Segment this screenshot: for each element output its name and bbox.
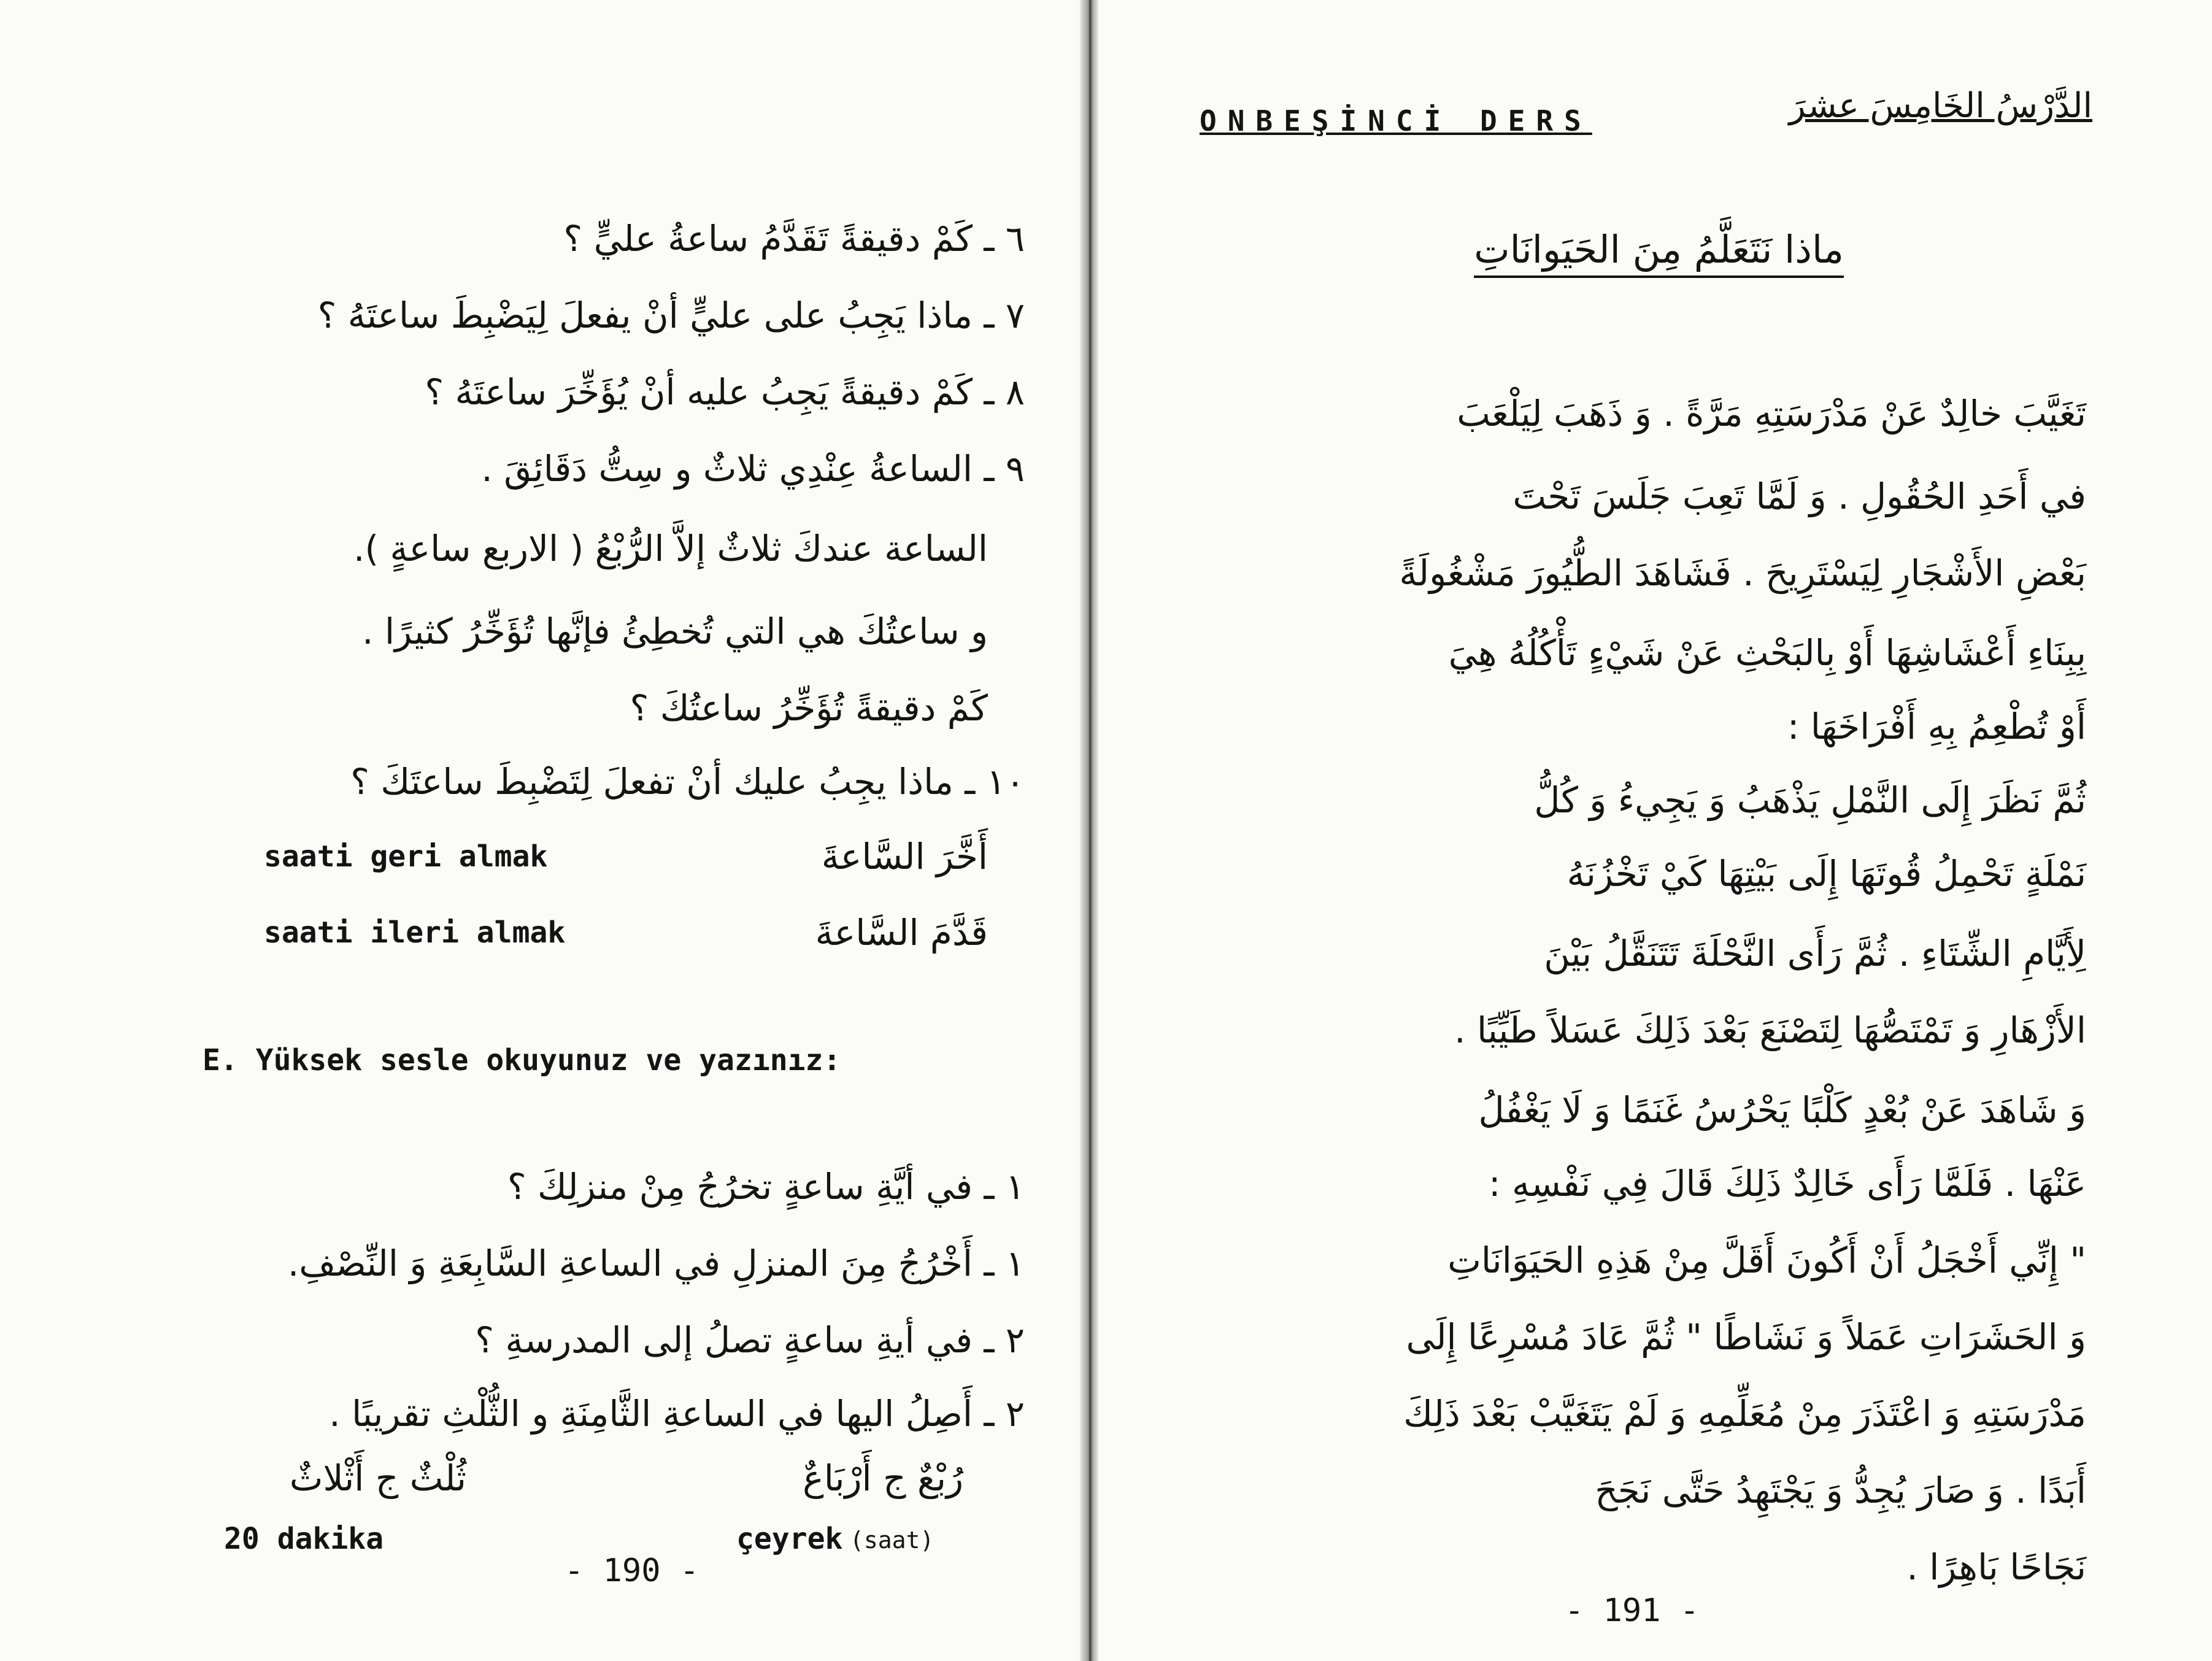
exercise-line: ٢ ـ في أيةِ ساعةٍ تصلُ إلى المدرسةِ ؟ bbox=[475, 1319, 1025, 1361]
book-gutter bbox=[1080, 0, 1098, 1661]
text-line: أَوْ تُطْعِمُ بِهِ أَفْرَاخَهَا : bbox=[1787, 706, 2086, 747]
text-line: بَعْضِ الأَشْجَارِ لِيَسْتَرِيحَ . فَشَاهَدَ الطُّيُورَ مَشْغُولَةً bbox=[1399, 552, 2086, 594]
text-line: مَدْرَسَتِهِ وَ اعْتَذَرَ مِنْ مُعَلِّمِهِ وَ لَمْ يَتَغَيَّبْ بَعْدَ ذَلِكَ bbox=[1403, 1393, 2086, 1435]
text-line: " إِنِّي أَخْجَلُ أَنْ أَكُونَ أَقَلَّ مِنْ هَذِهِ الحَيَوَانَاتِ bbox=[1447, 1239, 2086, 1281]
question-line: ٧ ـ ماذا يَجِبُ على عليٍّ أنْ يفعلَ لِيَضْبِطَ ساعتَهُ ؟ bbox=[317, 295, 1025, 336]
left-page bbox=[0, 0, 1080, 1661]
plural-gloss-note: (saat) bbox=[850, 1527, 935, 1554]
question-line: ٦ ـ كَمْ دقيقةً تَقَدَّمُ ساعةُ عليٍّ ؟ bbox=[563, 218, 1025, 260]
text-line: ثُمَّ نَظَرَ إِلَى النَّمْلِ يَذْهَبُ وَ يَجِيءُ وَ كُلُّ bbox=[1534, 779, 2086, 821]
text-line: في أَحَدِ الحُقُولِ . وَ لَمَّا تَعِبَ جَلَسَ تَحْتَ bbox=[1513, 476, 2086, 517]
right-page bbox=[1098, 0, 2212, 1661]
lesson-header-latin: ONBEŞİNCİ DERS bbox=[1200, 104, 1592, 137]
page-number: - 190 - bbox=[565, 1552, 699, 1589]
exercise-line: ١ ـ أَخْرُجُ مِنَ المنزلِ في الساعةِ السَّابِعَةِ وَ النِّصْفِ. bbox=[287, 1243, 1025, 1284]
text-line: نَمْلَةٍ تَحْمِلُ قُوتَهَا إِلَى بَيْتِهَا كَيْ تَخْزُنَهُ bbox=[1567, 853, 2086, 895]
vocab-arabic: قَدَّمَ السَّاعةَ bbox=[815, 912, 988, 954]
question-line: ٨ ـ كَمْ دقيقةً يَجِبُ عليه أنْ يُؤَخِّرَ ساعتَهُ ؟ bbox=[425, 371, 1025, 413]
text-line: وَ شَاهَدَ عَنْ بُعْدٍ كَلْبًا يَحْرُسُ غَنَمًا وَ لَا يَغْفُلُ bbox=[1478, 1089, 2086, 1131]
text-line: تَغَيَّبَ خالِدٌ عَنْ مَدْرَسَتِهِ مَرَّةً . وَ ذَهَبَ لِيَلْعَبَ bbox=[1457, 393, 2086, 434]
answer-line: كَمْ دقيقةً تُؤَخِّرُ ساعتُكَ ؟ bbox=[630, 687, 988, 729]
text-line: الأَزْهَارِ وَ تَمْتَصُّهَا لِتَصْنَعَ بَعْدَ ذَلِكَ عَسَلاً طَيِّبًا . bbox=[1454, 1009, 2086, 1051]
plural-gloss-right: çeyrek bbox=[736, 1522, 843, 1556]
text-line: وَ الحَشَرَاتِ عَمَلاً وَ نَشَاطًا " ثُمَّ عَادَ مُسْرِعًا إِلَى bbox=[1406, 1316, 2086, 1358]
plural-gloss-left: 20 dakika bbox=[224, 1522, 384, 1556]
page-number: - 191 - bbox=[1565, 1592, 1700, 1629]
answer-line: و ساعتُكَ هي التي تُخطِئُ فإنَّها تُؤَخِّرُ كثيرًا . bbox=[362, 611, 988, 652]
text-line: أَبَدًا . وَ صَارَ يُجِدُّ وَ يَجْتَهِدُ حَتَّى نَجَحَ bbox=[1595, 1470, 2086, 1511]
lesson-title: ماذا نَتَعَلَّمُ مِنَ الحَيَوانَاتِ bbox=[1474, 227, 1844, 278]
question-line: ٩ ـ الساعةُ عِنْدِي ثلاثٌ و سِتُّ دَقَائِقَ . bbox=[481, 448, 1025, 490]
section-heading: E. Yüksek sesle okuyunuz ve yazınız: bbox=[202, 1043, 841, 1077]
exercise-line: ١ ـ في أيَّةِ ساعةٍ تخرُجُ مِنْ منزلِكَ ؟ bbox=[507, 1166, 1025, 1208]
lesson-header-arabic: الدَّرْسُ الخَامِسَ عشرَ bbox=[1789, 86, 2092, 126]
text-line: بِبِنَاءِ أَعْشَاشِهَا أَوْ بِالبَحْثِ عَنْ شَيْءٍ تَأْكُلُهُ هِيَ bbox=[1448, 632, 2086, 674]
answer-line: الساعة عندكَ ثلاثٌ إلاَّ الرُّبْعُ ( الاربع ساعةٍ ). bbox=[353, 528, 988, 569]
vocab-turkish: saati geri almak bbox=[264, 839, 548, 874]
plural-note-right: رُبْعٌ ج أَرْبَاعٌ bbox=[803, 1457, 963, 1499]
text-line: نَجَاحًا بَاهِرًا . bbox=[1906, 1546, 2086, 1588]
vocab-arabic: أَخَّرَ السَّاعةَ bbox=[821, 836, 988, 877]
text-line: عَنْهَا . فَلَمَّا رَأَى خَالِدٌ ذَلِكَ قَالَ فِي نَفْسِهِ : bbox=[1488, 1163, 2086, 1204]
exercise-line: ٢ ـ أَصِلُ اليها في الساعةِ الثَّامِنَةِ و الثُّلْثِ تقريبًا . bbox=[329, 1393, 1025, 1435]
question-line: ١٠ ـ ماذا يجِبُ عليك أنْ تفعلَ لِتَضْبِطَ ساعتَكَ ؟ bbox=[350, 761, 1025, 803]
plural-note-left: ثُلْثٌ ج أَثْلاثٌ bbox=[289, 1457, 466, 1499]
vocab-turkish: saati ileri almak bbox=[264, 915, 566, 950]
text-line: لِأَيَّامِ الشِّتَاءِ . ثُمَّ رَأَى النَّحْلَةَ تَتَنَقَّلُ بَيْنَ bbox=[1544, 933, 2086, 974]
